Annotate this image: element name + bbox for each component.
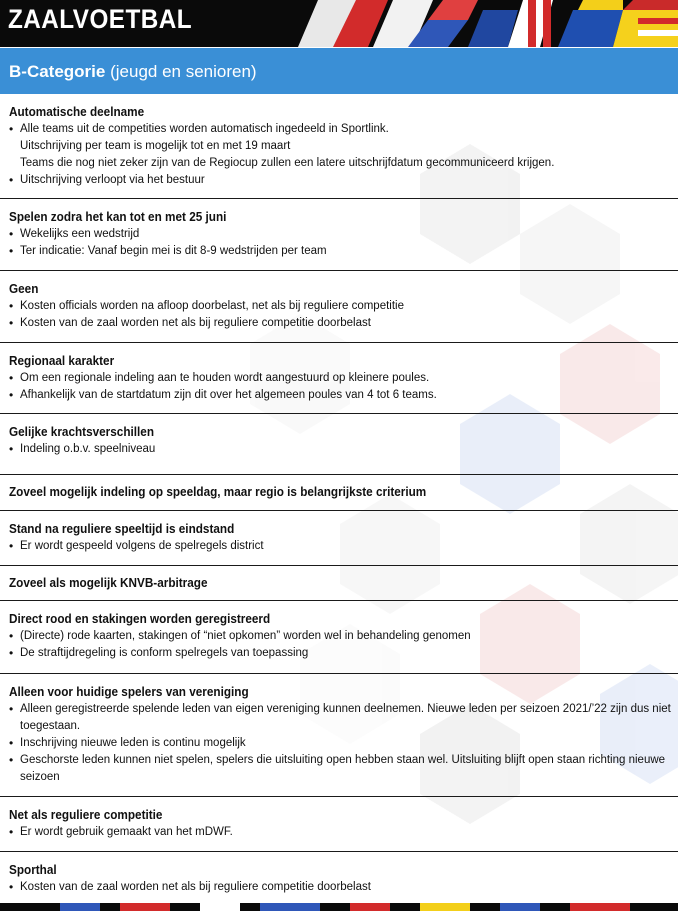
section [0,199,678,271]
section [0,674,678,797]
flags-decoration [278,0,678,47]
bullet-item: • Uitschrijving verloopt via het bestuur [9,172,669,189]
bullet-continuation: toegestaan. [20,720,81,732]
section [0,475,678,511]
bullet-item: • Alle teams uit de competities worden automatisch ingedeeld in Sportlink. [9,121,669,138]
bullet-item: • Alleen geregistreerde spelende leden van eigen vereniging kunnen deelnemen. Nieuwe leden per seizoen 2021/’22 zijn dus niet [9,701,669,718]
bullet-item: • Kosten van de zaal worden net als bij reguliere competitie doorbelast [9,879,669,896]
section-title: Net als reguliere competitie [9,808,163,822]
category-rest: (jeugd en senioren) [110,62,257,81]
section [0,94,678,199]
bullet-item: • De straftijdregeling is conform spelregels van toepassing [9,645,669,662]
category-title [9,62,257,82]
section [0,566,678,601]
section [0,852,678,906]
section-title: Gelijke krachtsverschillen [9,425,155,439]
bullet-item: • (Directe) rode kaarten, stakingen of “niet opkomen” worden wel in behandeling genomen [9,628,669,645]
category-bold: B-Categorie [9,62,106,81]
section-title: Zoveel als mogelijk KNVB-arbitrage [9,576,208,590]
bullet-item: • Inschrijving nieuwe leden is continu mogelijk [9,735,669,752]
section-title: Zoveel mogelijk indeling op speeldag, maar regio is belangrijkste criterium [9,485,427,499]
section [0,343,678,414]
bullet-item: • Afhankelijk van de startdatum zijn dit over het algemeen poules van 4 tot 6 teams. [9,387,669,404]
section [0,511,678,566]
bullet-item: • Geschorste leden kunnen niet spelen, spelers die uitsluiting open hebben staan wel. Uitsluiting blijft open staan richting nieuwe [9,752,669,769]
bullet-item: • Kosten officials worden na afloop doorbelast, net als bij reguliere competitie [9,298,669,315]
bullet-item: • Indeling o.b.v. speelniveau [9,441,669,458]
bullet-item: • Er wordt gebruik gemaakt van het mDWF. [9,824,669,841]
category-bar [0,48,678,94]
bullet-item: • Er wordt gespeeld volgens de spelregels district [9,538,669,555]
section-title: Geen [9,282,39,296]
bullet-item: • Ter indicatie: Vanaf begin mei is dit 8-9 wedstrijden per team [9,243,669,260]
section-title: Stand na reguliere speeltijd is eindstand [9,522,235,536]
page-title: ZAALVOETBAL [8,4,193,34]
bullet-item: • Kosten van de zaal worden net als bij reguliere competitie doorbelast [9,315,669,332]
section [0,601,678,674]
footer-decoration [0,903,678,911]
page-header [0,0,678,47]
bullet-item: • Om een regionale indeling aan te houden wordt aangestuurd op kleinere poules. [9,370,669,387]
bullet-continuation: seizoen [20,771,60,783]
bullet-item: • Wekelijks een wedstrijd [9,226,669,243]
content-table [0,94,678,906]
section-title: Regionaal karakter [9,354,115,368]
section-title: Spelen zodra het kan tot en met 25 juni [9,210,227,224]
section-title: Direct rood en stakingen worden geregistreerd [9,612,271,626]
section-title: Sporthal [9,863,57,877]
section [0,797,678,852]
bullet-continuation: Uitschrijving per team is mogelijk tot en met 19 maart [20,140,291,152]
section-title: Automatische deelname [9,105,145,119]
bullet-continuation: Teams die nog niet zeker zijn van de Regiocup zullen een latere uitschrijfdatum gecommuniceerd krijgen. [20,157,555,169]
section-title: Alleen voor huidige spelers van vereniging [9,685,249,699]
section [0,271,678,343]
section [0,414,678,475]
